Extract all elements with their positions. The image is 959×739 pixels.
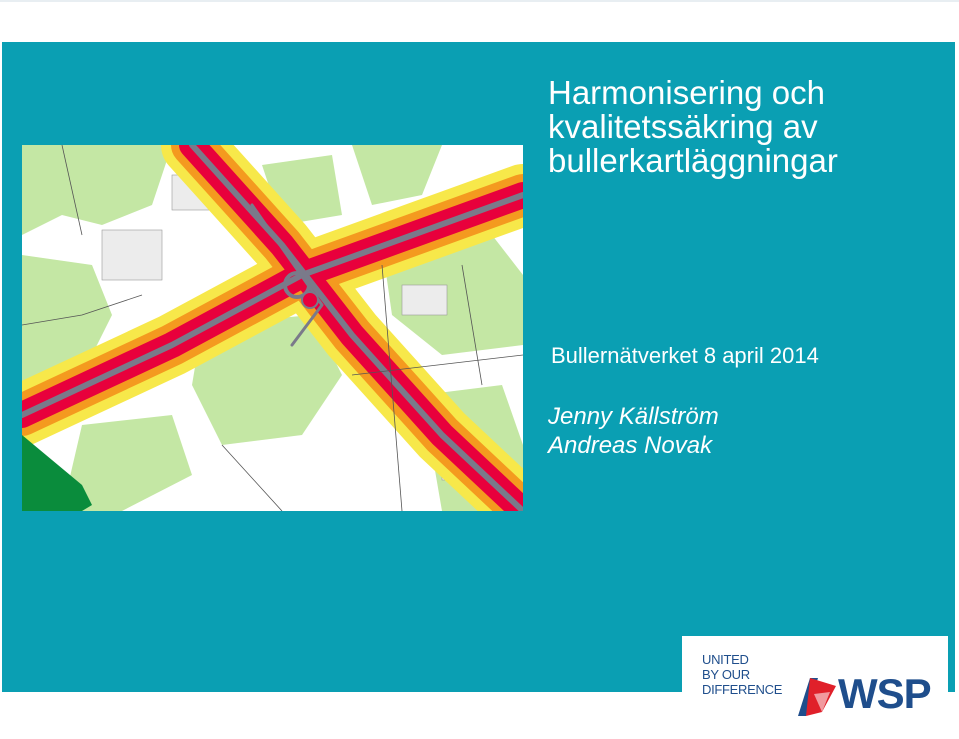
title-line: kvalitetssäkring av [548, 108, 818, 145]
slogan-line: DIFFERENCE [702, 682, 783, 697]
author-name: Jenny Källström [548, 403, 719, 430]
author-name: Andreas Novak [548, 432, 713, 459]
wsp-wordmark: WSP [838, 670, 931, 717]
authors [548, 402, 719, 460]
top-divider [0, 0, 959, 2]
slide-title [548, 76, 948, 178]
wsp-flag-icon [796, 672, 838, 718]
logo-slogan [702, 652, 782, 697]
slogan-line: BY OUR [702, 667, 750, 682]
title-line: bullerkartläggningar [548, 142, 838, 179]
title-line: Harmonisering och [548, 74, 825, 111]
noise-map-image [22, 145, 523, 511]
slogan-line: UNITED [702, 652, 749, 667]
event-subtitle: Bullernätverket 8 april 2014 [551, 343, 819, 368]
